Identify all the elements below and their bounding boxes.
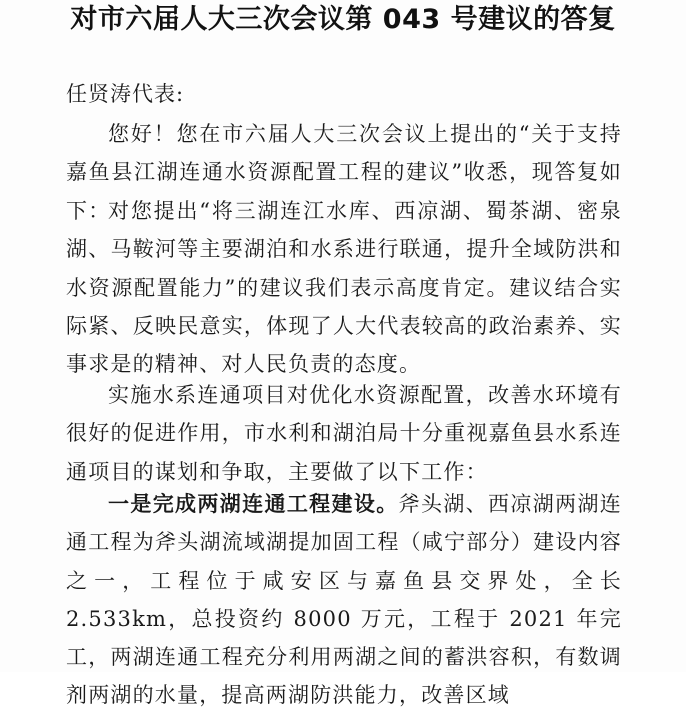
salutation: 任贤涛代表:	[66, 82, 185, 106]
paragraph-lead-heading: 一是完成两湖连通工程建设。	[108, 492, 399, 516]
paragraph-text: 对您提出“将三湖连江水库、西凉湖、蜀茶湖、密泉湖、马鞍河等主要湖泊和水系进行联通，提升全域防洪和水资源配置能力”的建议我们表示高度肯定。建议结合实际紧、反映民意实，体现了人大代表较高的政治素养、实事求是的精神、对人民负责的态度。	[66, 199, 622, 377]
paragraph-affirmation	[66, 192, 622, 383]
paragraph-text: 您好！您在市六届人大三次会议上提出的“关于支持嘉鱼县江湖连通水资源配置工程的建议”收悉，现答复如下：	[66, 122, 622, 223]
document-title: 对市六届人大三次会议第 043 号建议的答复	[70, 4, 616, 35]
paragraph-work-intro	[66, 376, 622, 491]
paragraph-two-lakes-project	[66, 485, 622, 715]
paragraph-text: 斧头湖、西凉湖两湖连通工程为斧头湖流域湖提加固工程（咸宁部分）建设内容之一，工程位于咸安区与嘉鱼县交界处，全长 2.533km，总投资约 8000 万元，工程于 2021 年完工，两湖连通工程充分利用两湖之间的蓄洪容积，有数调剂两湖的水量，提高两湖防洪能力，改善区域	[66, 492, 622, 708]
paragraph-text: 实施水系连通项目对优化水资源配置，改善水环境有很好的促进作用，市水利和湖泊局十分重视嘉鱼县水系连通项目的谋划和争取，主要做了以下工作：	[66, 383, 622, 484]
